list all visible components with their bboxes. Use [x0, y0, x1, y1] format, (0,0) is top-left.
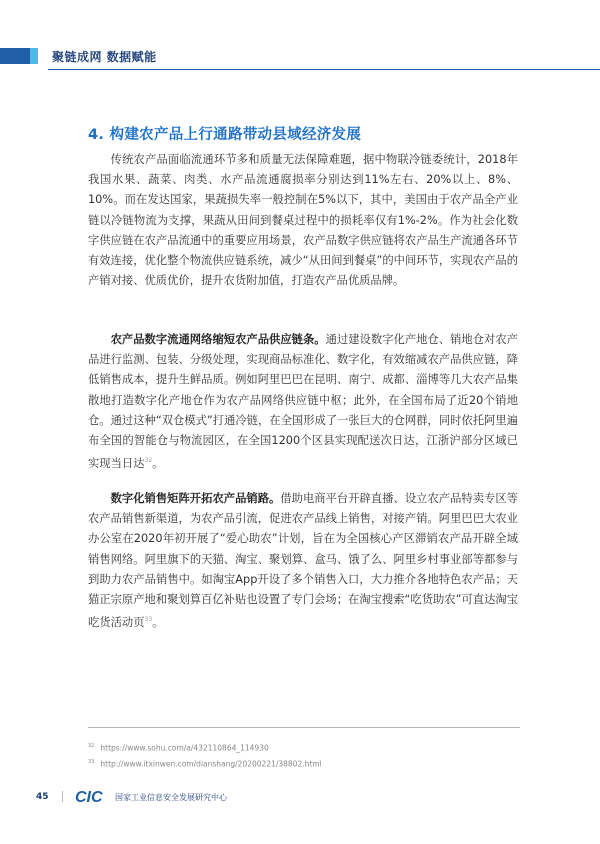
footer-separator [62, 791, 63, 802]
footnote-number: 33 [88, 759, 95, 765]
logo-text: CIC [75, 789, 103, 804]
footnote-link[interactable]: http://www.itxinwen.com/dianshang/20200221/38802.html [100, 759, 322, 769]
cic-logo [74, 788, 112, 804]
footnote-number: 32 [88, 743, 95, 749]
paragraph-lead: 数字化销售矩阵开拓农产品销路。 [110, 492, 281, 505]
page-number: 45 [36, 792, 49, 802]
footnote-link[interactable]: https://www.sohu.com/a/432110864_114930 [100, 743, 269, 753]
footnote-ref: 33 [144, 616, 153, 624]
header-accent-tab [30, 48, 38, 64]
footnote [88, 756, 322, 768]
footnote-ref: 32 [144, 457, 153, 465]
paragraph-digital-network: 农产品数字流通网络缩短农产品供应链条。通过建设数字化产地仓、销地仓对农产品进行监测、包装、分级处理，实现商品标准化、数字化，有效缩减农产品供应链，降低销售成本，提升生鲜品质。例如阿里巴巴在昆明、南宁、成都、淄博等几大农产品集散地打造数字化产地仓作为农产品网络供应链中枢；此外，在全国布局了近20个销地仓。通过这种“双仓模式”打通冷链，在全国形成了一张巨大的仓网群，同时依托阿里遍布全国的智能仓与物流园区，在全国1200个区县实现配送次日达，江浙沪部分区域已实现当日达$^{32}$。 [88, 333, 518, 470]
paragraph-cold-chain: 传统农产品面临流通环节多和质量无法保障难题，据中物联冷链委统计，2018年我国水果、蔬菜、肉类、水产品流通腐损率分别达到11%左右、20%以上、8%、10%。而在发达国家，果蔬损失率一般控制在5%以下，其中，美国由于农产品全产业链以冷链物流为支撑，果蔬从田间到餐桌过程中的损耗率仅有1%-2%。作为社会化数字供应链在农产品流通中的重要应用场景，农产品数字供应链将农产品生产流通各环节有效连接，优化整个物流供应链系统，减少“从田间到餐桌”的中间环节，实现农产品的产销对接、优质优价，提升农货附加值，打造农产品优质品牌。 [88, 153, 518, 288]
running-header-title: 聚链成网 数据赋能 [52, 50, 157, 64]
paragraph-sales-matrix: 数字化销售矩阵开拓农产品销路。借助电商平台开辟直播、设立农产品特卖专区等农产品销售新渠道，为农产品引流，促进农产品线上销售，对接产销。阿里巴巴大农业办公室在2020年初开展了“爱心助农”计划，旨在为全国核心产区滞销农产品开辟全域销售网络。阿里旗下的天猫、淘宝、聚划算、盒马、饿了么、阿里乡村事业部等都参与到助力农产品销售中。如淘宝App开设了多个销售入口，大力推介各地特色农产品；天猫正宗原产地和聚划算百亿补贴也设置了专门会场；在淘宝搜索“吃货助农”可直达淘宝吃货活动页$^{33}$。 [88, 492, 518, 629]
header-accent-bar [0, 48, 30, 64]
paragraph-body: 通过建设数字化产地仓、销地仓对农产品进行监测、包装、分级处理，实现商品标准化、数字化，有效缩减农产品供应链，降低销售成本，提升生鲜品质。例如阿里巴巴在昆明、南宁、成都、淄博等几大农产品集散地打造数字化产地仓作为农产品网络供应链中枢；此外，在全国布局了近20个销地仓。通过这种“双仓模式”打通冷链，在全国形成了一张巨大的仓网群，同时依托阿里遍布全国的智能仓与物流园区，在全国1200个区县实现配送次日达，江浙沪部分区域已实现当日达 [88, 333, 518, 470]
paragraph-lead: 农产品数字流通网络缩短农产品供应链条。 [110, 333, 326, 346]
header-rule [48, 69, 600, 70]
paragraph-body: 借助电商平台开辟直播、设立农产品特卖专区等农产品销售新渠道，为农产品引流，促进农产品线上销售，对接产销。阿里巴巴大农业办公室在2020年初开展了“爱心助农”计划，旨在为全国核心产区滞销农产品开辟全域销售网络。阿里旗下的天猫、淘宝、聚划算、盒马、饿了么、阿里乡村事业部等都参与到助力农产品销售中。如淘宝App开设了多个销售入口，大力推介各地特色农产品；天猫正宗原产地和聚划算百亿补贴也设置了专门会场；在淘宝搜索“吃货助农”可直达淘宝吃货活动页 [88, 492, 518, 629]
footnote [88, 740, 269, 752]
section-heading: 4. 构建农产品上行通路带动县域经济发展 [88, 127, 362, 143]
organization-name: 国家工业信息安全发展研究中心 [115, 793, 227, 802]
footnote-rule [88, 727, 520, 728]
